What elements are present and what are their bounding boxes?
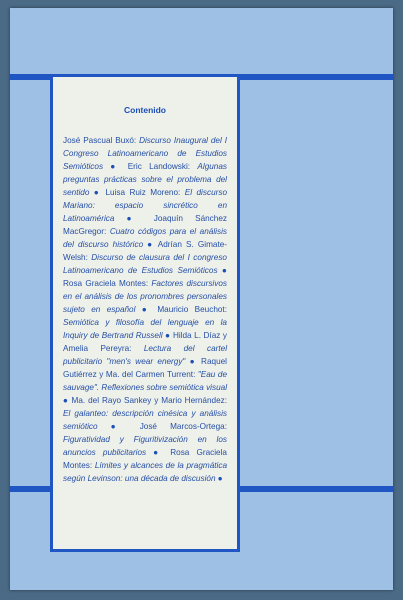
entry-9-title: "Eau de sauvage". Reflexiones sobre semiótica visual bbox=[63, 370, 228, 392]
bullet-icon: ● bbox=[217, 474, 223, 483]
entry-2-author: Eric Landowski: bbox=[127, 162, 191, 171]
bullet-icon: ● bbox=[141, 305, 151, 314]
bullet-icon: ● bbox=[93, 188, 101, 197]
entry-8-author: Hilda L. Díaz y Amelia Pereyra: bbox=[63, 331, 227, 353]
bullet-icon: ● bbox=[189, 357, 197, 366]
entry-10-author: Ma. del Rayo Sankey y Mario Hernández: bbox=[71, 396, 228, 405]
entry-10-title: El galanteo: descripción cinésica y análisis semiótico bbox=[63, 409, 227, 431]
entry-7-author: Mauricio Beuchot: bbox=[157, 305, 227, 314]
entry-2-title: Algunas preguntas prácticas sobre el problema del sentido bbox=[63, 162, 228, 197]
entry-12-author: Rosa Graciela Montes: bbox=[63, 448, 227, 470]
bullet-icon: ● bbox=[165, 331, 171, 340]
entry-6-title: Factores discursivos en el análisis de los pronombres personales sujeto en español bbox=[63, 279, 227, 314]
entry-7-title: Semiótica y filosofía del lenguaje en la Inquiry de Bertrand Russell bbox=[63, 318, 227, 340]
contents-list bbox=[63, 134, 227, 485]
entry-9-author: Raquel Gutiérrez y Ma. del Carmen Turrent: bbox=[63, 357, 227, 379]
entry-4-author: Joaquín Sánchez MacGregor: bbox=[63, 214, 227, 236]
entry-12-title: Límites y alcances de la pragmática según Levinson: una década de discusión bbox=[63, 461, 227, 483]
book-back-cover bbox=[10, 8, 393, 590]
entry-5-title: Discurso de clausura del I congreso Latinoamericano de Estudios Semióticos bbox=[63, 253, 227, 275]
entry-1-title: Discurso Inaugural del I Congreso Latinoamericano de Estudios Semióticos bbox=[63, 136, 227, 171]
entry-4-title: Cuatro códigos para el análisis del discurso histórico bbox=[63, 227, 227, 249]
entry-11-author: José Marcos-Ortega: bbox=[139, 422, 227, 431]
bullet-icon: ● bbox=[153, 448, 164, 457]
entry-6-author: Rosa Graciela Montes: bbox=[63, 279, 149, 288]
entry-11-title: Figuratividad y Figuritivización en los anuncios publicitarios bbox=[63, 435, 227, 457]
contents-heading: Contenido bbox=[123, 105, 167, 115]
entry-8-title: Lectura del cartel publicitario "men's wear energy" bbox=[63, 344, 228, 366]
entry-1-author: José Pascual Buxó: bbox=[63, 136, 137, 145]
entry-5-author: Adrían S. Gimate-Welsh: bbox=[63, 240, 228, 262]
bullet-icon: ● bbox=[147, 240, 155, 249]
bullet-icon: ● bbox=[222, 266, 227, 275]
contents-panel bbox=[50, 74, 240, 552]
bullet-icon: ● bbox=[110, 162, 121, 171]
entry-3-author: Luisa Ruiz Moreno: bbox=[105, 188, 181, 197]
bullet-icon: ● bbox=[110, 422, 127, 431]
entry-3-title: El discurso Mariano: espacio sincrético en Latinoamérica bbox=[63, 188, 227, 223]
bullet-icon: ● bbox=[63, 396, 69, 405]
bullet-icon: ● bbox=[126, 214, 142, 223]
